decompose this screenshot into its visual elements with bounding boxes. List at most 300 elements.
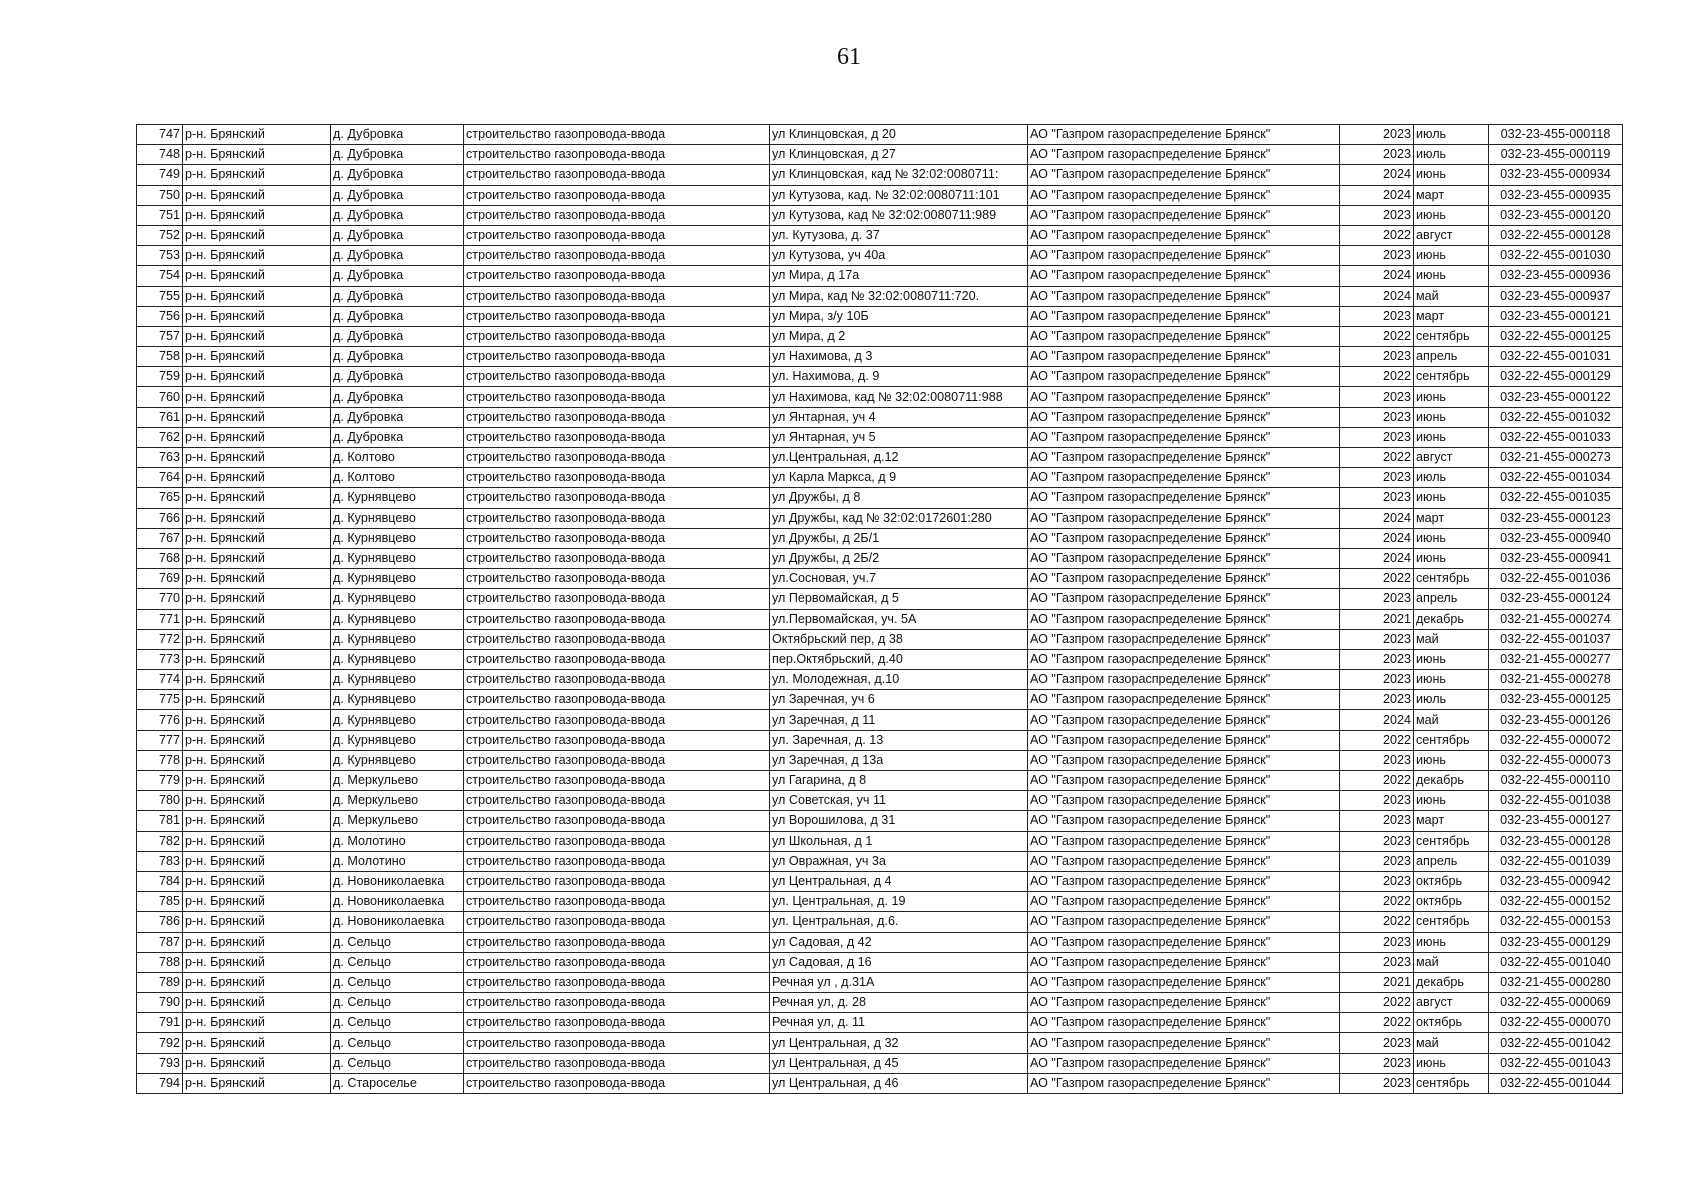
- organization-cell: АО "Газпром газораспределение Брянск": [1028, 892, 1340, 912]
- organization-cell: АО "Газпром газораспределение Брянск": [1028, 225, 1340, 245]
- month-cell: июнь: [1414, 649, 1489, 669]
- month-cell: июнь: [1414, 750, 1489, 770]
- year-cell: 2023: [1340, 750, 1414, 770]
- table-row: [137, 649, 1623, 669]
- row-number-cell: 751: [137, 205, 183, 225]
- month-cell: октябрь: [1414, 892, 1489, 912]
- organization-cell: АО "Газпром газораспределение Брянск": [1028, 690, 1340, 710]
- month-cell: октябрь: [1414, 1013, 1489, 1033]
- year-cell: 2022: [1340, 993, 1414, 1013]
- address-cell: ул.Сосновая, уч.7: [770, 569, 1028, 589]
- address-cell: ул Заречная, уч 6: [770, 690, 1028, 710]
- organization-cell: АО "Газпром газораспределение Брянск": [1028, 387, 1340, 407]
- year-cell: 2023: [1340, 871, 1414, 891]
- row-number-cell: 792: [137, 1033, 183, 1053]
- month-cell: май: [1414, 1033, 1489, 1053]
- district-cell: р-н. Брянский: [183, 690, 331, 710]
- code-cell: 032-23-455-000125: [1489, 690, 1623, 710]
- district-cell: р-н. Брянский: [183, 750, 331, 770]
- table-row: [137, 246, 1623, 266]
- settlement-cell: д. Колтово: [331, 448, 464, 468]
- district-cell: р-н. Брянский: [183, 851, 331, 871]
- code-cell: 032-22-455-000153: [1489, 912, 1623, 932]
- table-row: [137, 488, 1623, 508]
- organization-cell: АО "Газпром газораспределение Брянск": [1028, 246, 1340, 266]
- year-cell: 2024: [1340, 266, 1414, 286]
- work-type-cell: строительство газопровода-ввода: [464, 246, 770, 266]
- organization-cell: АО "Газпром газораспределение Брянск": [1028, 811, 1340, 831]
- address-cell: ул Дружбы, д 8: [770, 488, 1028, 508]
- work-type-cell: строительство газопровода-ввода: [464, 851, 770, 871]
- year-cell: 2024: [1340, 165, 1414, 185]
- organization-cell: АО "Газпром газораспределение Брянск": [1028, 125, 1340, 145]
- address-cell: ул Центральная, д 46: [770, 1073, 1028, 1093]
- address-cell: ул Центральная, д 45: [770, 1053, 1028, 1073]
- address-cell: Речная ул , д.31А: [770, 972, 1028, 992]
- settlement-cell: д. Сельцо: [331, 932, 464, 952]
- year-cell: 2023: [1340, 851, 1414, 871]
- organization-cell: АО "Газпром газораспределение Брянск": [1028, 468, 1340, 488]
- address-cell: ул. Заречная, д. 13: [770, 730, 1028, 750]
- organization-cell: АО "Газпром газораспределение Брянск": [1028, 326, 1340, 346]
- table-row: [137, 1073, 1623, 1093]
- row-number-cell: 753: [137, 246, 183, 266]
- code-cell: 032-21-455-000273: [1489, 448, 1623, 468]
- month-cell: май: [1414, 286, 1489, 306]
- settlement-cell: д. Курнявцево: [331, 690, 464, 710]
- district-cell: р-н. Брянский: [183, 589, 331, 609]
- code-cell: 032-22-455-001036: [1489, 569, 1623, 589]
- code-cell: 032-23-455-000120: [1489, 205, 1623, 225]
- work-type-cell: строительство газопровода-ввода: [464, 771, 770, 791]
- month-cell: июнь: [1414, 488, 1489, 508]
- work-type-cell: строительство газопровода-ввода: [464, 488, 770, 508]
- district-cell: р-н. Брянский: [183, 548, 331, 568]
- district-cell: р-н. Брянский: [183, 791, 331, 811]
- month-cell: июнь: [1414, 266, 1489, 286]
- year-cell: 2023: [1340, 952, 1414, 972]
- organization-cell: АО "Газпром газораспределение Брянск": [1028, 266, 1340, 286]
- code-cell: 032-22-455-001043: [1489, 1053, 1623, 1073]
- settlement-cell: д. Курнявцево: [331, 629, 464, 649]
- year-cell: 2023: [1340, 791, 1414, 811]
- year-cell: 2022: [1340, 448, 1414, 468]
- month-cell: июнь: [1414, 165, 1489, 185]
- table-row: [137, 609, 1623, 629]
- address-cell: ул. Центральная, д. 19: [770, 892, 1028, 912]
- settlement-cell: д. Сельцо: [331, 1013, 464, 1033]
- address-cell: ул Мира, з/у 10Б: [770, 306, 1028, 326]
- row-number-cell: 772: [137, 629, 183, 649]
- settlement-cell: д. Курнявцево: [331, 488, 464, 508]
- month-cell: сентябрь: [1414, 912, 1489, 932]
- table-row: [137, 407, 1623, 427]
- code-cell: 032-23-455-000118: [1489, 125, 1623, 145]
- table-row: [137, 387, 1623, 407]
- settlement-cell: д. Курнявцево: [331, 528, 464, 548]
- settlement-cell: д. Курнявцево: [331, 649, 464, 669]
- row-number-cell: 767: [137, 528, 183, 548]
- address-cell: ул Клинцовская, д 27: [770, 145, 1028, 165]
- work-type-cell: строительство газопровода-ввода: [464, 185, 770, 205]
- settlement-cell: д. Дубровка: [331, 347, 464, 367]
- row-number-cell: 761: [137, 407, 183, 427]
- settlement-cell: д. Дубровка: [331, 306, 464, 326]
- settlement-cell: д. Дубровка: [331, 427, 464, 447]
- work-type-cell: строительство газопровода-ввода: [464, 367, 770, 387]
- district-cell: р-н. Брянский: [183, 528, 331, 548]
- row-number-cell: 790: [137, 993, 183, 1013]
- organization-cell: АО "Газпром газораспределение Брянск": [1028, 306, 1340, 326]
- work-type-cell: строительство газопровода-ввода: [464, 710, 770, 730]
- district-cell: р-н. Брянский: [183, 185, 331, 205]
- organization-cell: АО "Газпром газораспределение Брянск": [1028, 1073, 1340, 1093]
- code-cell: 032-22-455-001033: [1489, 427, 1623, 447]
- row-number-cell: 783: [137, 851, 183, 871]
- month-cell: сентябрь: [1414, 1073, 1489, 1093]
- table-row: [137, 185, 1623, 205]
- row-number-cell: 748: [137, 145, 183, 165]
- row-number-cell: 759: [137, 367, 183, 387]
- year-cell: 2022: [1340, 326, 1414, 346]
- district-cell: р-н. Брянский: [183, 125, 331, 145]
- work-type-cell: строительство газопровода-ввода: [464, 145, 770, 165]
- table-row: [137, 972, 1623, 992]
- month-cell: апрель: [1414, 347, 1489, 367]
- organization-cell: АО "Газпром газораспределение Брянск": [1028, 993, 1340, 1013]
- month-cell: июнь: [1414, 932, 1489, 952]
- year-cell: 2023: [1340, 306, 1414, 326]
- settlement-cell: д. Дубровка: [331, 367, 464, 387]
- organization-cell: АО "Газпром газораспределение Брянск": [1028, 831, 1340, 851]
- code-cell: 032-21-455-000278: [1489, 670, 1623, 690]
- row-number-cell: 750: [137, 185, 183, 205]
- settlement-cell: д. Староселье: [331, 1073, 464, 1093]
- year-cell: 2024: [1340, 710, 1414, 730]
- table-row: [137, 892, 1623, 912]
- district-cell: р-н. Брянский: [183, 569, 331, 589]
- work-type-cell: строительство газопровода-ввода: [464, 225, 770, 245]
- work-type-cell: строительство газопровода-ввода: [464, 306, 770, 326]
- work-type-cell: строительство газопровода-ввода: [464, 871, 770, 891]
- year-cell: 2022: [1340, 225, 1414, 245]
- settlement-cell: д. Дубровка: [331, 387, 464, 407]
- address-cell: ул Мира, д 2: [770, 326, 1028, 346]
- work-type-cell: строительство газопровода-ввода: [464, 427, 770, 447]
- table-row: [137, 589, 1623, 609]
- table-row: [137, 1033, 1623, 1053]
- work-type-cell: строительство газопровода-ввода: [464, 205, 770, 225]
- organization-cell: АО "Газпром газораспределение Брянск": [1028, 750, 1340, 770]
- organization-cell: АО "Газпром газораспределение Брянск": [1028, 609, 1340, 629]
- row-number-cell: 791: [137, 1013, 183, 1033]
- year-cell: 2023: [1340, 488, 1414, 508]
- work-type-cell: строительство газопровода-ввода: [464, 730, 770, 750]
- table-row: [137, 1053, 1623, 1073]
- row-number-cell: 781: [137, 811, 183, 831]
- district-cell: р-н. Брянский: [183, 468, 331, 488]
- organization-cell: АО "Газпром газораспределение Брянск": [1028, 1033, 1340, 1053]
- year-cell: 2022: [1340, 892, 1414, 912]
- settlement-cell: д. Курнявцево: [331, 750, 464, 770]
- month-cell: сентябрь: [1414, 730, 1489, 750]
- row-number-cell: 769: [137, 569, 183, 589]
- settlement-cell: д. Молотино: [331, 851, 464, 871]
- district-cell: р-н. Брянский: [183, 1013, 331, 1033]
- address-cell: ул Кутузова, кад № 32:02:0080711:989: [770, 205, 1028, 225]
- work-type-cell: строительство газопровода-ввода: [464, 972, 770, 992]
- code-cell: 032-23-455-000129: [1489, 932, 1623, 952]
- organization-cell: АО "Газпром газораспределение Брянск": [1028, 145, 1340, 165]
- settlement-cell: д. Дубровка: [331, 407, 464, 427]
- address-cell: ул Заречная, д 11: [770, 710, 1028, 730]
- row-number-cell: 773: [137, 649, 183, 669]
- code-cell: 032-21-455-000277: [1489, 649, 1623, 669]
- organization-cell: АО "Газпром газораспределение Брянск": [1028, 427, 1340, 447]
- settlement-cell: д. Дубровка: [331, 205, 464, 225]
- organization-cell: АО "Газпром газораспределение Брянск": [1028, 367, 1340, 387]
- organization-cell: АО "Газпром газораспределение Брянск": [1028, 952, 1340, 972]
- settlement-cell: д. Новониколаевка: [331, 912, 464, 932]
- year-cell: 2022: [1340, 771, 1414, 791]
- organization-cell: АО "Газпром газораспределение Брянск": [1028, 851, 1340, 871]
- table-row: [137, 205, 1623, 225]
- work-type-cell: строительство газопровода-ввода: [464, 548, 770, 568]
- code-cell: 032-22-455-000110: [1489, 771, 1623, 791]
- year-cell: 2023: [1340, 427, 1414, 447]
- address-cell: ул.Центральная, д.12: [770, 448, 1028, 468]
- table-row: [137, 1013, 1623, 1033]
- row-number-cell: 770: [137, 589, 183, 609]
- district-cell: р-н. Брянский: [183, 165, 331, 185]
- address-cell: ул Кутузова, кад. № 32:02:0080711:101: [770, 185, 1028, 205]
- district-cell: р-н. Брянский: [183, 1053, 331, 1073]
- code-cell: 032-23-455-000127: [1489, 811, 1623, 831]
- work-type-cell: строительство газопровода-ввода: [464, 589, 770, 609]
- address-cell: Речная ул, д. 28: [770, 993, 1028, 1013]
- code-cell: 032-22-455-000125: [1489, 326, 1623, 346]
- row-number-cell: 793: [137, 1053, 183, 1073]
- row-number-cell: 765: [137, 488, 183, 508]
- code-cell: 032-22-455-001040: [1489, 952, 1623, 972]
- year-cell: 2023: [1340, 670, 1414, 690]
- row-number-cell: 760: [137, 387, 183, 407]
- address-cell: Октябрьский пер, д 38: [770, 629, 1028, 649]
- table-body: [137, 125, 1623, 1094]
- month-cell: август: [1414, 993, 1489, 1013]
- district-cell: р-н. Брянский: [183, 831, 331, 851]
- code-cell: 032-23-455-000128: [1489, 831, 1623, 851]
- organization-cell: АО "Газпром газораспределение Брянск": [1028, 912, 1340, 932]
- month-cell: сентябрь: [1414, 367, 1489, 387]
- work-type-cell: строительство газопровода-ввода: [464, 165, 770, 185]
- month-cell: июнь: [1414, 407, 1489, 427]
- table-row: [137, 871, 1623, 891]
- district-cell: р-н. Брянский: [183, 629, 331, 649]
- table-row: [137, 367, 1623, 387]
- code-cell: 032-22-455-001035: [1489, 488, 1623, 508]
- address-cell: ул Нахимова, кад № 32:02:0080711:988: [770, 387, 1028, 407]
- address-cell: ул Мира, кад № 32:02:0080711:720.: [770, 286, 1028, 306]
- district-cell: р-н. Брянский: [183, 266, 331, 286]
- address-cell: ул.Первомайская, уч. 5А: [770, 609, 1028, 629]
- settlement-cell: д. Меркульево: [331, 811, 464, 831]
- row-number-cell: 789: [137, 972, 183, 992]
- month-cell: июль: [1414, 690, 1489, 710]
- work-type-cell: строительство газопровода-ввода: [464, 690, 770, 710]
- table-row: [137, 993, 1623, 1013]
- row-number-cell: 780: [137, 791, 183, 811]
- address-cell: ул Гагарина, д 8: [770, 771, 1028, 791]
- table-row: [137, 932, 1623, 952]
- year-cell: 2024: [1340, 185, 1414, 205]
- code-cell: 032-23-455-000124: [1489, 589, 1623, 609]
- organization-cell: АО "Газпром газораспределение Брянск": [1028, 185, 1340, 205]
- work-type-cell: строительство газопровода-ввода: [464, 448, 770, 468]
- month-cell: декабрь: [1414, 609, 1489, 629]
- settlement-cell: д. Курнявцево: [331, 710, 464, 730]
- table-row: [137, 225, 1623, 245]
- address-cell: ул Янтарная, уч 5: [770, 427, 1028, 447]
- work-type-cell: строительство газопровода-ввода: [464, 912, 770, 932]
- settlement-cell: д. Дубровка: [331, 266, 464, 286]
- table-row: [137, 690, 1623, 710]
- organization-cell: АО "Газпром газораспределение Брянск": [1028, 528, 1340, 548]
- address-cell: ул Клинцовская, д 20: [770, 125, 1028, 145]
- work-type-cell: строительство газопровода-ввода: [464, 831, 770, 851]
- address-cell: пер.Октябрьский, д.40: [770, 649, 1028, 669]
- code-cell: 032-22-455-001030: [1489, 246, 1623, 266]
- work-type-cell: строительство газопровода-ввода: [464, 266, 770, 286]
- row-number-cell: 785: [137, 892, 183, 912]
- address-cell: ул Дружбы, д 2Б/1: [770, 528, 1028, 548]
- organization-cell: АО "Газпром газораспределение Брянск": [1028, 710, 1340, 730]
- settlement-cell: д. Новониколаевка: [331, 871, 464, 891]
- work-type-cell: строительство газопровода-ввода: [464, 952, 770, 972]
- row-number-cell: 788: [137, 952, 183, 972]
- month-cell: сентябрь: [1414, 326, 1489, 346]
- work-type-cell: строительство газопровода-ввода: [464, 811, 770, 831]
- table-row: [137, 548, 1623, 568]
- district-cell: р-н. Брянский: [183, 508, 331, 528]
- organization-cell: АО "Газпром газораспределение Брянск": [1028, 488, 1340, 508]
- row-number-cell: 777: [137, 730, 183, 750]
- district-cell: р-н. Брянский: [183, 730, 331, 750]
- table-row: [137, 326, 1623, 346]
- table-row: [137, 750, 1623, 770]
- district-cell: р-н. Брянский: [183, 912, 331, 932]
- year-cell: 2023: [1340, 589, 1414, 609]
- year-cell: 2023: [1340, 629, 1414, 649]
- table-row: [137, 771, 1623, 791]
- month-cell: апрель: [1414, 589, 1489, 609]
- month-cell: июнь: [1414, 670, 1489, 690]
- work-type-cell: строительство газопровода-ввода: [464, 791, 770, 811]
- month-cell: июнь: [1414, 528, 1489, 548]
- address-cell: ул. Молодежная, д.10: [770, 670, 1028, 690]
- table-row: [137, 629, 1623, 649]
- month-cell: июнь: [1414, 205, 1489, 225]
- row-number-cell: 757: [137, 326, 183, 346]
- year-cell: 2022: [1340, 1013, 1414, 1033]
- year-cell: 2023: [1340, 468, 1414, 488]
- month-cell: август: [1414, 225, 1489, 245]
- year-cell: 2023: [1340, 387, 1414, 407]
- address-cell: ул Заречная, д 13а: [770, 750, 1028, 770]
- year-cell: 2023: [1340, 811, 1414, 831]
- address-cell: ул Дружбы, кад № 32:02:0172601:280: [770, 508, 1028, 528]
- code-cell: 032-23-455-000942: [1489, 871, 1623, 891]
- settlement-cell: д. Сельцо: [331, 972, 464, 992]
- district-cell: р-н. Брянский: [183, 205, 331, 225]
- code-cell: 032-23-455-000121: [1489, 306, 1623, 326]
- year-cell: 2022: [1340, 569, 1414, 589]
- gas-connection-table: [136, 124, 1623, 1094]
- month-cell: апрель: [1414, 851, 1489, 871]
- year-cell: 2024: [1340, 286, 1414, 306]
- month-cell: июнь: [1414, 1053, 1489, 1073]
- code-cell: 032-22-455-000073: [1489, 750, 1623, 770]
- code-cell: 032-23-455-000119: [1489, 145, 1623, 165]
- table-row: [137, 306, 1623, 326]
- settlement-cell: д. Дубровка: [331, 145, 464, 165]
- address-cell: Речная ул, д. 11: [770, 1013, 1028, 1033]
- row-number-cell: 776: [137, 710, 183, 730]
- address-cell: ул Мира, д 17а: [770, 266, 1028, 286]
- address-cell: ул Дружбы, д 2Б/2: [770, 548, 1028, 568]
- month-cell: октябрь: [1414, 871, 1489, 891]
- organization-cell: АО "Газпром газораспределение Брянск": [1028, 791, 1340, 811]
- address-cell: ул Овражная, уч 3а: [770, 851, 1028, 871]
- organization-cell: АО "Газпром газораспределение Брянск": [1028, 508, 1340, 528]
- work-type-cell: строительство газопровода-ввода: [464, 993, 770, 1013]
- row-number-cell: 752: [137, 225, 183, 245]
- organization-cell: АО "Газпром газораспределение Брянск": [1028, 407, 1340, 427]
- organization-cell: АО "Газпром газораспределение Брянск": [1028, 448, 1340, 468]
- district-cell: р-н. Брянский: [183, 145, 331, 165]
- settlement-cell: д. Дубровка: [331, 225, 464, 245]
- organization-cell: АО "Газпром газораспределение Брянск": [1028, 286, 1340, 306]
- district-cell: р-н. Брянский: [183, 952, 331, 972]
- row-number-cell: 762: [137, 427, 183, 447]
- year-cell: 2023: [1340, 246, 1414, 266]
- work-type-cell: строительство газопровода-ввода: [464, 1013, 770, 1033]
- work-type-cell: строительство газопровода-ввода: [464, 387, 770, 407]
- year-cell: 2023: [1340, 145, 1414, 165]
- address-cell: ул Кутузова, уч 40а: [770, 246, 1028, 266]
- row-number-cell: 758: [137, 347, 183, 367]
- address-cell: ул. Кутузова, д. 37: [770, 225, 1028, 245]
- address-cell: ул Садовая, д 42: [770, 932, 1028, 952]
- month-cell: май: [1414, 952, 1489, 972]
- organization-cell: АО "Газпром газораспределение Брянск": [1028, 205, 1340, 225]
- district-cell: р-н. Брянский: [183, 306, 331, 326]
- month-cell: июль: [1414, 125, 1489, 145]
- address-cell: ул Садовая, д 16: [770, 952, 1028, 972]
- address-cell: ул. Центральная, д.6.: [770, 912, 1028, 932]
- work-type-cell: строительство газопровода-ввода: [464, 125, 770, 145]
- table-row: [137, 811, 1623, 831]
- month-cell: май: [1414, 710, 1489, 730]
- work-type-cell: строительство газопровода-ввода: [464, 347, 770, 367]
- year-cell: 2023: [1340, 1053, 1414, 1073]
- district-cell: р-н. Брянский: [183, 448, 331, 468]
- address-cell: ул Школьная, д 1: [770, 831, 1028, 851]
- row-number-cell: 747: [137, 125, 183, 145]
- district-cell: р-н. Брянский: [183, 326, 331, 346]
- work-type-cell: строительство газопровода-ввода: [464, 670, 770, 690]
- code-cell: 032-22-455-001037: [1489, 629, 1623, 649]
